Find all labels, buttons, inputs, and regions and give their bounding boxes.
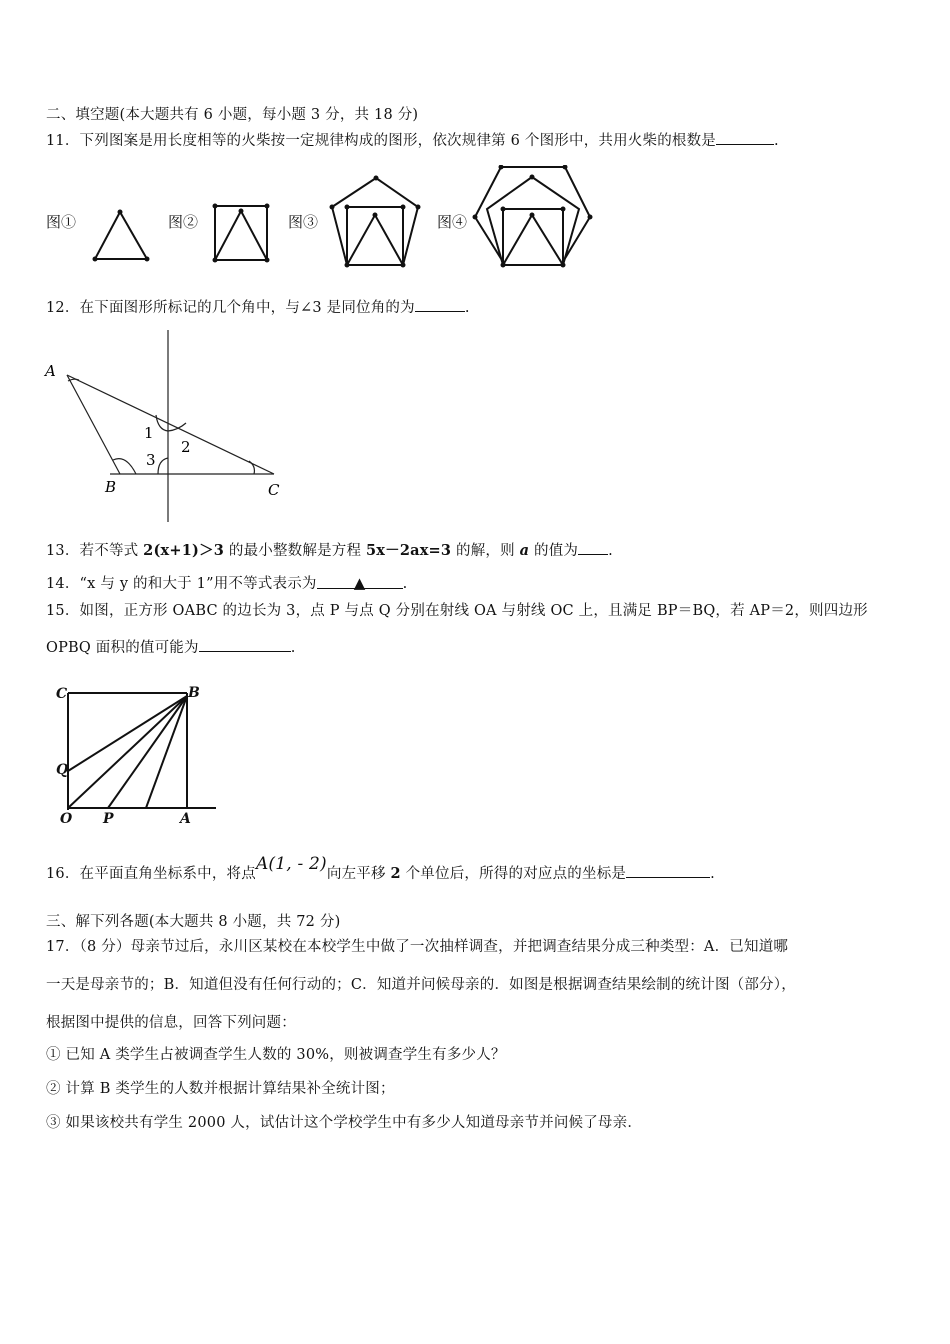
q12-text: [46, 296, 470, 317]
q12-answer-blank[interactable]: [415, 297, 465, 312]
q17-line1: 17．（8 分）母亲节过后，永川区某校在本校学生中做了一次抽样调查，并把调查结果分成三种类型：A．已知道哪: [46, 939, 789, 955]
q15-label-b: B: [188, 685, 200, 701]
q16-number: 2: [390, 865, 401, 882]
q12-angle-3b-arc: [158, 458, 168, 474]
q17-item2: ② 计算 B 类学生的人数并根据计算结果补全统计图；: [46, 1081, 395, 1097]
q11-text: [46, 129, 779, 150]
q13-end: .: [608, 543, 613, 559]
q11-answer-blank[interactable]: [716, 130, 774, 145]
q11-figure-label-1: 图①: [46, 213, 77, 231]
q11-figure-label-2: 图②: [168, 213, 199, 231]
q15-label-q: Q: [56, 762, 69, 778]
q12-label-1: 1: [144, 424, 154, 442]
q13-answer-blank[interactable]: [578, 540, 608, 555]
q15-segment-bp: [108, 696, 187, 808]
q12-triangle-figure: [40, 330, 300, 525]
q13-inequality: 2(x+1)＞3: [143, 542, 225, 559]
q12-label-b: B: [105, 478, 117, 496]
q14-answer-blank[interactable]: [317, 574, 403, 592]
q13-variable: a: [519, 542, 530, 559]
q16-answer-blank[interactable]: [626, 863, 710, 878]
q17-line2: 一天是母亲节的；B．知道但没有任何行动的；C．知道并问候母亲的．如图是根据调查结果绘制的统计图（部分），: [46, 977, 796, 993]
q12-side-ab: [67, 375, 120, 474]
q15-label-c: C: [56, 686, 68, 702]
q15-segment-b-extra: [146, 696, 187, 808]
q11-fig3-pentagon: [332, 178, 418, 265]
q14-end: .: [402, 576, 408, 592]
q13-pre: 13．若不等式: [46, 543, 144, 559]
q15-label-o: O: [60, 811, 73, 827]
q15-square-figure: [48, 680, 228, 828]
q11-figure-label-4: 图④: [437, 213, 468, 231]
q12-end: .: [464, 300, 470, 316]
q15-end: .: [290, 640, 296, 656]
q12-label-3: 3: [146, 451, 156, 469]
q16-end: .: [710, 866, 715, 882]
q15-line1: 15．如图，正方形 OABC 的边长为 3，点 P 与点 Q 分别在射线 OA 与射线 OC 上，且满足 BP＝BQ，若 AP＝2，则四边形: [46, 603, 868, 619]
q15-line2: OPBQ 面积的值可能为: [46, 640, 199, 656]
q11-figure-label-3: 图③: [288, 213, 319, 231]
q13-text: [46, 539, 613, 560]
q13-equation: 5x－2ax=3: [365, 542, 452, 559]
section3-heading: 三、解下列各题(本大题共 8 小题，共 72 分): [46, 914, 341, 930]
q15-label-p: P: [103, 811, 114, 827]
q11-fig1-dots: [93, 210, 150, 262]
q16-mid: 向左平移: [326, 866, 391, 882]
q15-segment-bo: [68, 696, 187, 808]
q16-pre: 16．在平面直角坐标系中，将点: [46, 866, 256, 882]
q16-text: [46, 854, 715, 883]
q16-post: 个单位后，所得的对应点的坐标是: [400, 866, 627, 882]
q15-segment-bq: [68, 696, 187, 771]
q11-fig1-triangle: [95, 212, 147, 259]
q12-label-c: C: [268, 481, 280, 499]
q12-label-2: 2: [181, 438, 191, 456]
q15-label-a: A: [180, 811, 191, 827]
section2-heading: 二、填空题(本大题共有 6 小题，每小题 3 分，共 18 分): [46, 107, 419, 123]
q12-label-a: A: [45, 362, 56, 380]
q17-item3: ③ 如果该校共有学生 2000 人，试估计这个学校学生中有多少人知道母亲节并问候了母亲．: [46, 1115, 643, 1131]
q11-fig2-square-triangle: [215, 206, 267, 260]
q14-question: 14．“x 与 y 的和大于 1”用不等式表示为: [46, 576, 317, 592]
q13-post: 的解，则: [451, 543, 520, 559]
q17-line3: 根据图中提供的信息，回答下列问题：: [46, 1015, 296, 1031]
q15-line2-wrap: [46, 636, 296, 657]
q14-text: [46, 572, 407, 593]
q11-end: .: [774, 133, 779, 149]
q17-item1: ① 已知 A 类学生占被调查学生人数的 30%，则被调查学生有多少人？: [46, 1047, 506, 1063]
q11-matchstick-figures: [85, 165, 605, 275]
q12-side-ac: [67, 375, 274, 474]
q12-angle-1-2-arc: [156, 415, 186, 431]
q11-question: 11．下列图案是用长度相等的火柴按一定规律构成的图形，依次规律第 6 个图形中，共用火柴的根数是: [46, 133, 716, 149]
q16-point-a: A(1, - 2): [255, 854, 327, 874]
q14-triangle-marker: ▲: [353, 574, 366, 592]
q13-mid: 的最小整数解是方程: [224, 543, 366, 559]
q13-post2: 的值为: [529, 543, 579, 559]
q15-answer-blank[interactable]: [199, 637, 291, 652]
q12-question: 12．在下面图形所标记的几个角中，与∠3 是同位角的为: [46, 300, 415, 316]
